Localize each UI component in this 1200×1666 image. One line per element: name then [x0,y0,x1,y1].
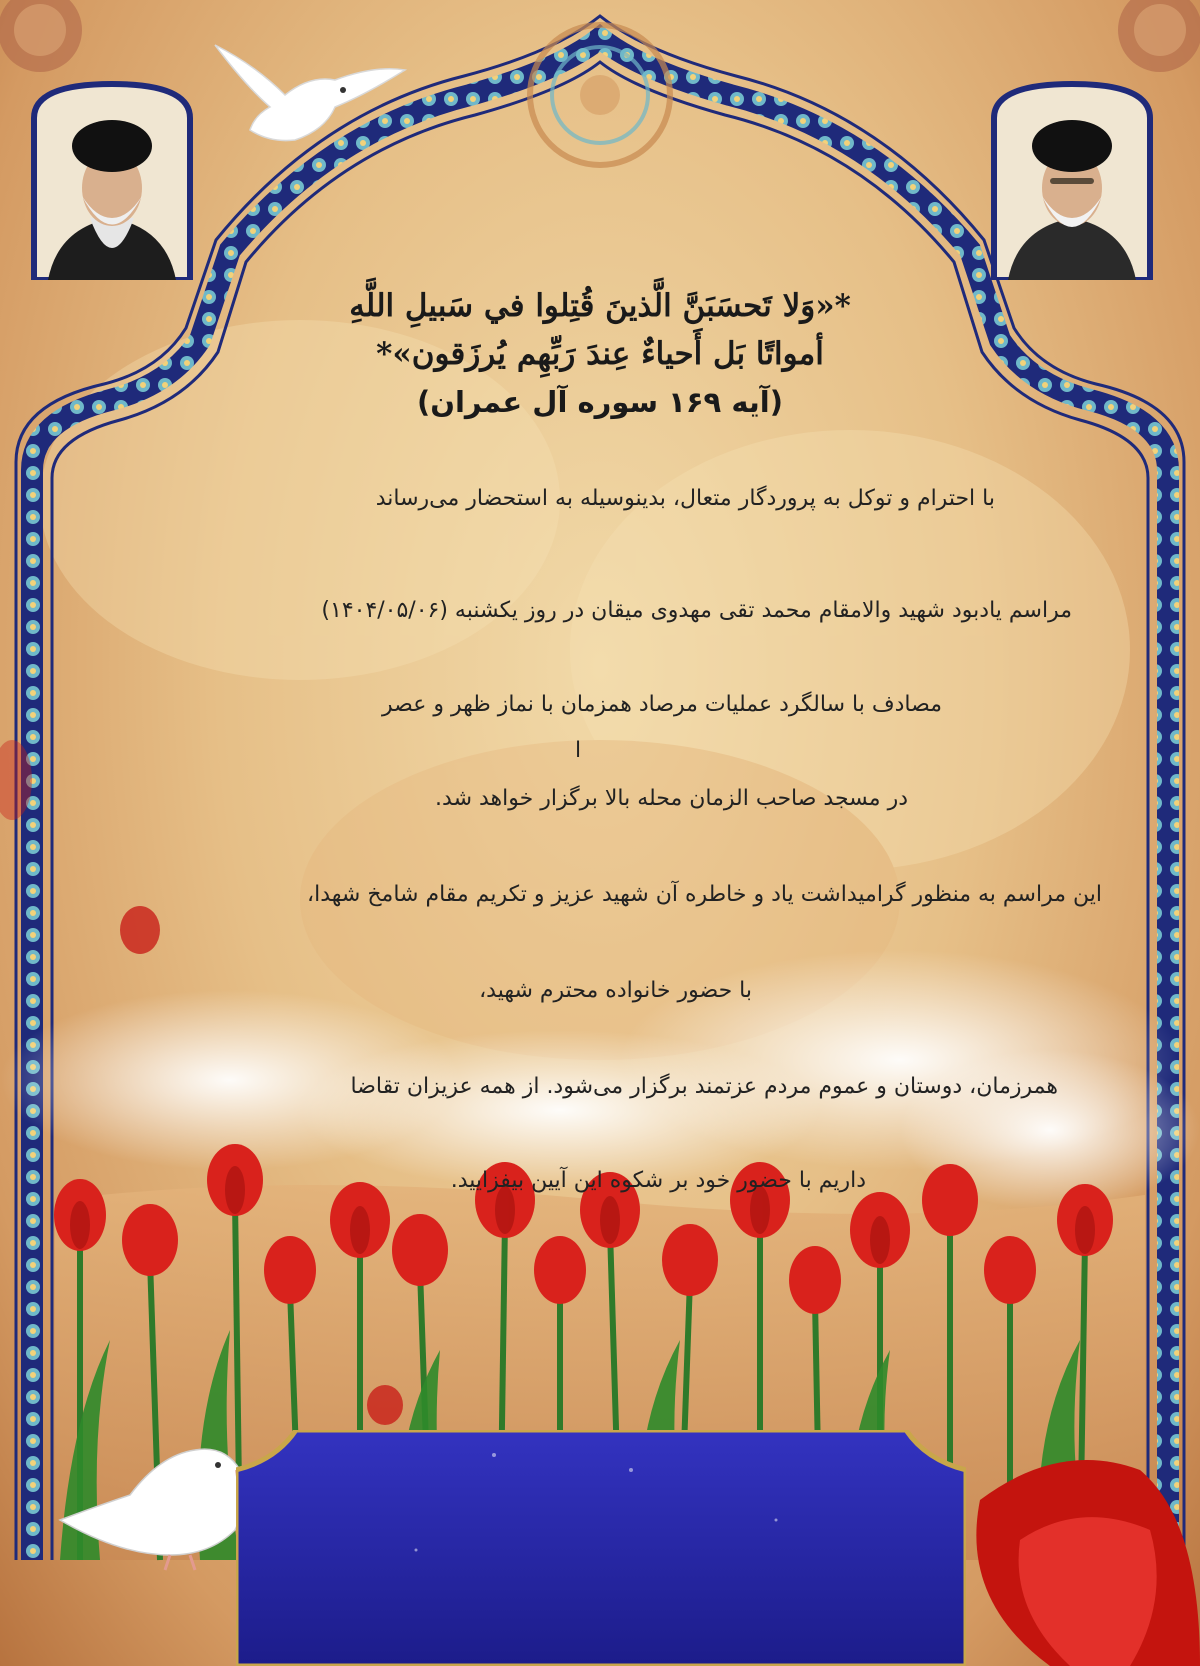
parchment-texture [40,320,1130,1060]
quran-verse [250,282,950,426]
announcement-line-9: داریم با حضور خود بر شکوه این آیین بیفزایید. [450,1168,866,1193]
announcement-line-5: در مسجد صاحب الزمان محله بالا برگزار خواهد شد. [435,786,908,811]
announcement-line-3: مصادف با سالگرد عملیات مرصاد همزمان با نماز ظهر و عصر [382,692,942,717]
announcement-line-6: این مراسم به منظور گرامیداشت یاد و خاطره آن شهید عزیز و تکریم مقام شامخ شهدا، [307,882,1102,907]
ornament-icon [530,25,670,165]
verse-line-2: أمواتًا بَل أَحياءٌ عِندَ رَبِّهِم يُرزَقون»* [376,336,824,372]
verse-reference: (آیه ۱۶۹ سوره آل عمران) [416,385,784,419]
portrait-icon [28,78,196,280]
announcement-line-1: با احترام و توکل به پروردگار متعال، بدینوسیله به استحضار می‌رساند [375,486,995,511]
portrait-icon [988,78,1156,280]
verse-line-1: *«وَلا تَحسَبَنَّ الَّذينَ قُتِلوا في سَبيلِ اللَّهِ [349,288,851,324]
announcement-line-4: ا [575,738,582,763]
bottom-plaque [236,1430,966,1666]
announcement-line-2: مراسم یادبود شهید والامقام محمد تقی مهدوی میقان در روز یکشنبه (۱۴۰۴/۰۵/۰۶) [321,598,1072,623]
announcement-line-8: همرزمان، دوستان و عموم مردم عزتمند برگزار می‌شود. از همه عزیزان تقاضا [350,1074,1058,1099]
announcement-line-7: با حضور خانواده محترم شهید، [479,978,752,1003]
